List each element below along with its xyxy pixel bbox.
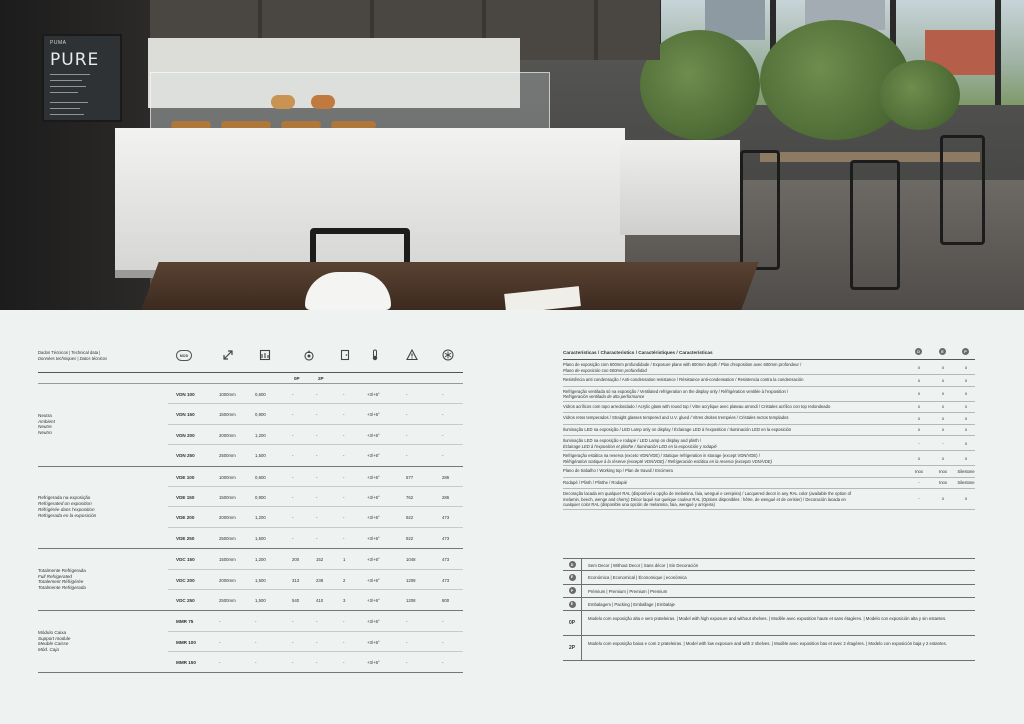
table-cell: 2000mm xyxy=(219,432,236,438)
characteristic-line: Iluminação LED na exposição / LED Lamp only on display / Éclairage LED à l'exposition / Iluminación LED en la exposición xyxy=(563,426,792,432)
table-cell: - xyxy=(316,412,318,418)
characteristic-value: Silestone xyxy=(957,469,975,474)
table-cell: - xyxy=(442,619,444,625)
legend-text: Embalagem | Packing | Emballage | Embalaje xyxy=(588,601,675,607)
characteristic-value: x xyxy=(941,496,945,502)
legend-row xyxy=(563,585,975,598)
table-cell: - xyxy=(292,515,294,521)
characteristic-line: Refrigeração estática na reserva (exceto VDN/VDE) / Statique refrigeration in storage (except VDN/VDE) / xyxy=(563,453,760,459)
characteristic-row xyxy=(563,478,975,489)
characteristic-row xyxy=(563,489,975,510)
characteristic-value: - xyxy=(918,480,920,486)
table-cell: 0,600 xyxy=(255,392,266,397)
table-cell: +3/+6° xyxy=(367,660,380,666)
characteristic-value: x xyxy=(941,377,945,383)
characteristic-text xyxy=(563,415,903,421)
model-code: VDC 250 xyxy=(176,597,195,603)
characteristic-text xyxy=(563,427,903,433)
snowflake-icon xyxy=(441,348,455,362)
foreground-table xyxy=(141,262,758,310)
group-name-translation: Mód. Caja xyxy=(38,647,59,653)
table-cell: +3/+6° xyxy=(367,515,380,521)
characteristic-value: x xyxy=(917,404,921,410)
legend-text: Sem Decor | Without Decor | Sans décor | Sin Decoración xyxy=(588,563,699,568)
legend-badge: E xyxy=(569,601,576,608)
column-p-badge: P xyxy=(962,348,969,355)
characteristic-row xyxy=(563,387,975,402)
table-cell: - xyxy=(406,639,408,645)
table-cell: - xyxy=(219,619,221,625)
table-cell: - xyxy=(343,494,345,500)
table-cell: - xyxy=(316,619,318,625)
model-code: MMR 150 xyxy=(176,660,196,666)
characteristic-value: x xyxy=(964,391,968,397)
legend-table xyxy=(563,558,975,661)
gear-drop-icon xyxy=(302,348,316,362)
table-cell: +3/+6° xyxy=(367,432,380,438)
model-groups xyxy=(38,384,463,673)
door-icon xyxy=(338,348,352,362)
model-group xyxy=(38,384,463,467)
table-cell: 313 xyxy=(292,577,300,583)
legend-text: Modelo com exposição alta e sem prateleiras. | Model with high exposure and without shelves. | Modèle avec exposition haute et sans étagères. | Modelo con exposición alta y sin estantes. xyxy=(588,616,947,622)
table-cell: - xyxy=(255,619,257,625)
legend-row xyxy=(563,611,975,636)
table-cell: 0,900 xyxy=(255,412,266,418)
table-row xyxy=(168,404,463,424)
table-cell: 2500mm xyxy=(219,597,236,603)
characteristic-translation: Réfrigération statique à la réserve (excepté VDN/VDE) / Refrigeración estática en la reserva (excepto VDN/VDE) xyxy=(563,458,772,464)
characteristic-row xyxy=(563,466,975,477)
model-code: VDN 100 xyxy=(176,392,195,397)
table-cell: 1,500 xyxy=(255,597,266,603)
table-cell: 540 xyxy=(292,597,300,603)
table-cell: 152 xyxy=(316,557,324,563)
characteristic-translation: Plano de exposición con 600mm profundidad xyxy=(563,367,647,373)
characteristic-row xyxy=(563,436,975,451)
table-row xyxy=(168,425,463,445)
characteristic-line: Decoração lacada em qualquer RAL (disponível a opção de melamina, faia, wengué e cerejeira) / Lacquered decor in any RAL color (available the option of xyxy=(563,491,852,497)
characteristics-title: Características / Characteristics / Caractéristiques / Características xyxy=(563,350,713,355)
legend-key xyxy=(563,598,582,610)
legend-text: Prémium | Premium | Premium | Premium xyxy=(588,588,668,594)
characteristic-value: x xyxy=(964,427,968,433)
characteristic-row xyxy=(563,375,975,386)
group-name xyxy=(38,630,70,653)
table-cell: 1,200 xyxy=(255,432,266,438)
characteristic-value: x xyxy=(941,391,945,397)
table-cell: - xyxy=(442,392,444,397)
legend-row xyxy=(563,571,975,584)
model-code: VDN 200 xyxy=(176,432,195,438)
table-cell: 922 xyxy=(406,515,414,521)
group-name-translation: Neutre xyxy=(38,424,52,430)
table-cell: - xyxy=(343,639,345,645)
table-cell: 2 xyxy=(343,577,346,583)
model-code: VDC 200 xyxy=(176,577,195,583)
table-cell: - xyxy=(316,392,318,397)
table-cell: - xyxy=(406,412,408,418)
group-name-translation: Neutro xyxy=(38,430,52,436)
model-group xyxy=(38,549,463,611)
table-cell: - xyxy=(316,432,318,438)
table-cell: - xyxy=(343,392,345,397)
table-cell: - xyxy=(292,432,294,438)
table-cell: - xyxy=(316,474,318,480)
characteristic-line: Plano de trabalho / Working top / Plan de travail / Encimera xyxy=(563,468,673,474)
characteristics-table xyxy=(563,343,975,510)
table-cell: 286 xyxy=(442,474,450,480)
table-cell: - xyxy=(343,412,345,418)
group-name-translation: Full Refrigerated xyxy=(38,573,72,579)
chair xyxy=(850,160,900,290)
menu-board-brand: PUMA xyxy=(50,40,67,46)
table-cell: +3/+6° xyxy=(367,619,380,625)
table-cell: 1500mm xyxy=(219,494,236,500)
legend-row xyxy=(563,558,975,571)
warning-icon xyxy=(405,348,419,362)
characteristic-text xyxy=(563,491,903,508)
table-cell: 577 xyxy=(406,474,414,480)
legend-row xyxy=(563,636,975,661)
table-row xyxy=(168,384,463,404)
group-name-translation: Ambient xyxy=(38,418,55,424)
group-name xyxy=(38,413,55,436)
subheader-0p: 0P xyxy=(294,376,300,381)
table-cell: +3/+6° xyxy=(367,494,380,500)
group-name xyxy=(38,568,86,591)
model-code: MMR 100 xyxy=(176,639,196,645)
model-code: VDE 150 xyxy=(176,494,195,500)
table-cell: +3/+6° xyxy=(367,639,380,645)
table-row xyxy=(168,632,463,652)
table-cell: 286 xyxy=(442,494,450,500)
table-cell: 922 xyxy=(406,535,414,541)
table-cell: 1500mm xyxy=(219,412,236,418)
table-cell: - xyxy=(343,453,345,459)
panel-icon xyxy=(258,348,272,362)
table-cell: 1000mm xyxy=(219,392,236,397)
table-row xyxy=(168,507,463,527)
characteristic-text xyxy=(563,362,903,373)
technical-data-title: Dados Técnicos | Technical data | Données techniques | Datos técnicos xyxy=(38,350,108,361)
table-cell: +3/+6° xyxy=(367,557,380,563)
table-cell: 410 xyxy=(316,597,324,603)
model-code: VDE 250 xyxy=(176,535,195,541)
model-group xyxy=(38,611,463,673)
table-row xyxy=(168,528,463,548)
characteristic-value: x xyxy=(964,440,968,446)
characteristic-line: melamin, beech, wenge and cherry) Décor laqué sur quelque couleur RAL (Options disponibles : hêtre, de wengué et de cerisier) / Decoración lacada en xyxy=(563,496,846,502)
menu-board-title: PURE xyxy=(50,50,100,70)
table-cell: +3/+6° xyxy=(367,535,380,541)
table-cell: 1208 xyxy=(406,577,416,583)
table-row xyxy=(168,570,463,590)
table-cell: 800 xyxy=(442,597,450,603)
table-cell: - xyxy=(316,515,318,521)
characteristics-header xyxy=(563,343,975,360)
characteristic-line: cualquier color RAL (disponible una opción de melamina, faia, wengué y arrojeira) xyxy=(563,502,715,508)
legend-badge: E xyxy=(569,574,576,581)
table-cell: - xyxy=(406,392,408,397)
table-cell: - xyxy=(343,474,345,480)
group-name-translation: Totalmente Refrigerada xyxy=(38,585,86,591)
legend-text: Modelo com exposição baixa e com 2 prateleiras. | Model with low exposure and with 2 shelves. | Modèle avec exposition bas et avec 2 étagères. | Modelo con exposición baja y 2 estantes. xyxy=(588,641,947,647)
chair xyxy=(940,135,985,245)
model-code: MMR 75 xyxy=(176,619,194,625)
legend-text: Económica | Economical | Économique | económica xyxy=(588,575,687,581)
characteristic-value: x xyxy=(941,404,945,410)
characteristic-line: Resistência anti condensação / Anti-condensation resistance / Résistance anti-condensation / Resistencia contra la condensación xyxy=(563,377,804,383)
chair xyxy=(740,150,780,270)
table-cell: - xyxy=(316,453,318,459)
table-cell: +3/+6° xyxy=(367,577,380,583)
table-cell: 2000mm xyxy=(219,577,236,583)
characteristic-value: Inox xyxy=(939,480,947,486)
table-cell: - xyxy=(343,619,345,625)
table-cell: - xyxy=(343,660,345,666)
characteristic-value: x xyxy=(917,377,921,383)
characteristic-value: x xyxy=(964,364,968,370)
characteristic-translation: Éclairage LED à l'exposition et plinthe / Iluminación LED en la exposición y rodapié xyxy=(563,443,717,449)
characteristic-value: x xyxy=(917,415,921,421)
table-cell: - xyxy=(343,535,345,541)
characteristic-value: Silestone xyxy=(957,480,975,486)
characteristic-value: x xyxy=(964,404,968,410)
legend-badge: P xyxy=(569,587,576,594)
table-cell: - xyxy=(442,412,444,418)
table-cell: - xyxy=(316,639,318,645)
characteristic-text xyxy=(563,377,903,383)
mod-icon: MOD xyxy=(176,350,192,361)
table-cell: - xyxy=(255,639,257,645)
table-cell: 1208 xyxy=(406,597,416,603)
table-cell: - xyxy=(292,535,294,541)
table-cell: 1500mm xyxy=(219,557,236,563)
table-cell: - xyxy=(219,660,221,666)
table-cell: 1,500 xyxy=(255,577,266,583)
table-cell: - xyxy=(406,619,408,625)
table-cell: - xyxy=(219,639,221,645)
model-code: VDN 250 xyxy=(176,453,195,459)
table-cell: 1 xyxy=(343,557,346,563)
table-cell: - xyxy=(292,639,294,645)
table-cell: 1048 xyxy=(406,557,416,563)
characteristic-row xyxy=(563,402,975,413)
technical-data-table xyxy=(38,343,463,673)
table-cell: 2500mm xyxy=(219,453,236,459)
table-cell: 3 xyxy=(343,597,346,603)
table-cell: - xyxy=(442,660,444,666)
model-code: VDN 150 xyxy=(176,412,195,418)
legend-badge: D xyxy=(569,561,576,568)
table-cell: - xyxy=(406,453,408,459)
characteristic-text xyxy=(563,480,903,486)
table-cell: - xyxy=(442,432,444,438)
table-cell: 1,200 xyxy=(255,557,266,563)
group-name-translation: Réfrigérée dans l'exposition xyxy=(38,506,95,512)
characteristic-value: x xyxy=(964,377,968,383)
group-name-line: Totalmente Refrigerada xyxy=(38,567,86,573)
characteristics-rows xyxy=(563,360,975,510)
characteristic-value: x xyxy=(964,415,968,421)
table-cell: - xyxy=(292,412,294,418)
table-cell: - xyxy=(292,453,294,459)
table-cell: 2000mm xyxy=(219,515,236,521)
characteristic-line: Vidros retos temperados / Straight glasses tempered and U.V. glued / Vitres droites trempées / Cristales rectos templados xyxy=(563,415,789,421)
table-cell: +3/+6° xyxy=(367,392,380,397)
table-row xyxy=(168,487,463,507)
table-cell: - xyxy=(343,432,345,438)
characteristic-text xyxy=(563,389,903,400)
table-cell: 0,600 xyxy=(255,474,266,480)
characteristic-text xyxy=(563,453,903,464)
table-cell: - xyxy=(343,515,345,521)
table-cell: +3/+6° xyxy=(367,412,380,418)
table-cell: - xyxy=(292,494,294,500)
column-d-badge: D xyxy=(915,348,922,355)
group-name xyxy=(38,495,96,518)
table-cell: 473 xyxy=(442,515,450,521)
characteristic-value: - xyxy=(918,496,920,502)
legend-key: 0P xyxy=(563,611,582,635)
legend-rows xyxy=(563,558,975,661)
table-cell: - xyxy=(292,619,294,625)
characteristic-value: x xyxy=(941,427,945,433)
table-row xyxy=(168,549,463,569)
table-cell: 1000mm xyxy=(219,474,236,480)
characteristic-value: x xyxy=(941,455,945,461)
hero-photo xyxy=(0,0,1024,310)
table-cell: 762 xyxy=(406,494,414,500)
group-name-translation: Refrigerated on exposition xyxy=(38,501,92,507)
table-cell: - xyxy=(292,474,294,480)
model-code: VDC 150 xyxy=(176,557,195,563)
display-vitrine xyxy=(150,72,550,130)
group-name-line: Neutra xyxy=(38,412,52,418)
table-cell: - xyxy=(316,660,318,666)
table-cell: - xyxy=(255,660,257,666)
technical-data-header xyxy=(38,343,463,373)
table-cell: - xyxy=(406,432,408,438)
characteristic-value: Inox xyxy=(939,469,947,474)
table-row xyxy=(168,652,463,672)
legend-key xyxy=(563,585,582,597)
table-row xyxy=(168,467,463,487)
characteristic-row xyxy=(563,451,975,466)
characteristic-row xyxy=(563,413,975,424)
menu-board xyxy=(42,34,122,122)
group-name-translation: Totalement Réfrigérée xyxy=(38,579,84,585)
characteristic-line: Iluminação LED na exposição e rodapé / LED Lamp on display and plinth / xyxy=(563,437,702,443)
table-cell: +3/+6° xyxy=(367,597,380,603)
model-code: VDE 100 xyxy=(176,474,195,480)
characteristic-value: - xyxy=(942,440,944,446)
thermometer-icon xyxy=(368,348,382,362)
table-cell: 473 xyxy=(442,557,450,563)
table-cell: - xyxy=(292,660,294,666)
dimension-arrow-icon xyxy=(221,348,235,362)
characteristic-line: Plano de exposição com 600mm profundidade / Exposure plane with 600mm depth / Plan d'exposition avec 600mm profondeur / xyxy=(563,362,802,367)
table-cell: 473 xyxy=(442,535,450,541)
side-counter xyxy=(620,140,740,235)
model-group xyxy=(38,467,463,550)
characteristic-row xyxy=(563,360,975,375)
table-cell: 200 xyxy=(292,557,300,563)
group-name-translation: Meuble Caisse xyxy=(38,641,69,647)
characteristic-translation: Refrigeración ventilada de alta performance xyxy=(563,394,645,400)
legend-key xyxy=(563,571,582,583)
characteristic-text xyxy=(563,468,903,474)
table-cell: +3/+6° xyxy=(367,453,380,459)
group-name-translation: Refrigerada en la exposición xyxy=(38,512,97,518)
characteristic-line: Rodapé / Plinth / Plinthe / Rodapié xyxy=(563,479,628,485)
table-cell: - xyxy=(442,453,444,459)
table-cell: - xyxy=(292,392,294,397)
characteristic-value: x xyxy=(917,364,921,370)
characteristic-value: x xyxy=(941,415,945,421)
characteristic-value: x xyxy=(941,364,945,370)
table-cell: 0,900 xyxy=(255,494,266,500)
table-cell: 1,500 xyxy=(255,453,266,459)
characteristic-value: - xyxy=(918,440,920,446)
legend-row xyxy=(563,598,975,611)
table-cell: 473 xyxy=(442,577,450,583)
table-cell: - xyxy=(442,639,444,645)
characteristic-text xyxy=(563,438,903,449)
legend-key: 2P xyxy=(563,636,582,660)
column-e-badge: E xyxy=(939,348,946,355)
table-row xyxy=(168,590,463,610)
characteristic-value: x xyxy=(917,427,921,433)
table-cell: 1,200 xyxy=(255,515,266,521)
characteristic-row xyxy=(563,425,975,436)
table-cell: - xyxy=(406,660,408,666)
table-cell: +3/+6° xyxy=(367,474,380,480)
table-cell: 2500mm xyxy=(219,535,236,541)
group-name-line: Módulo Caixa xyxy=(38,629,67,635)
characteristic-value: Inox xyxy=(915,469,923,474)
legend-key xyxy=(563,559,582,570)
table-row xyxy=(168,611,463,631)
characteristic-value: x xyxy=(964,455,968,461)
table-cell: 238 xyxy=(316,577,324,583)
door-subheader xyxy=(38,373,463,384)
model-code: VDE 200 xyxy=(176,515,195,521)
characteristic-value: x xyxy=(917,391,921,397)
characteristic-value: x xyxy=(964,496,968,502)
group-name-line: Refrigerada na exposição xyxy=(38,495,91,501)
table-cell: - xyxy=(316,494,318,500)
table-row xyxy=(168,445,463,465)
characteristic-line: Refrigeração ventilada só na exposição / Ventilated refrigeration on the display only / Réfrigération ventilée à l'exposition / xyxy=(563,388,789,394)
subheader-2p: 2P xyxy=(318,376,324,381)
characteristic-value: x xyxy=(917,455,921,461)
characteristic-text xyxy=(563,404,903,410)
table-cell: - xyxy=(316,535,318,541)
characteristic-line: Vidros acrílicos com topo arredondado / Acrylic glass with round top / Vitre acrylique avec plateau arrondi / Cristales acrílico con top redondeado xyxy=(563,403,831,409)
group-name-translation: Support module xyxy=(38,635,71,641)
table-cell: 1,500 xyxy=(255,535,266,541)
